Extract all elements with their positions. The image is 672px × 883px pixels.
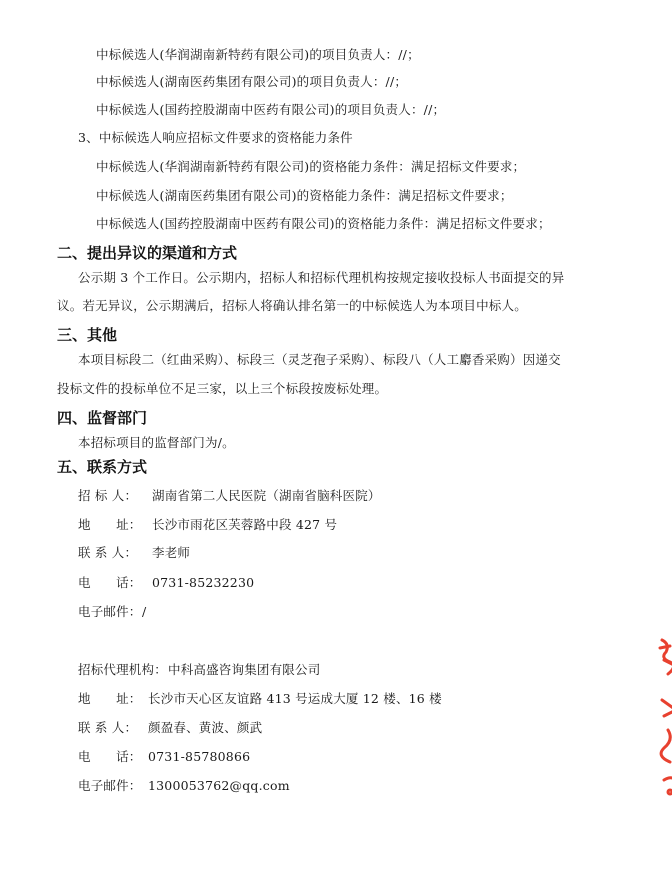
qualification-line-2: 中标候选人(湖南医药集团有限公司)的资格能力条件：满足招标文件要求； bbox=[96, 188, 513, 203]
agency-phone-label: 电 话： bbox=[78, 749, 142, 764]
other-line-2: 投标文件的投标单位不足三家，以上三个标段按废标处理。 bbox=[57, 381, 388, 396]
agency-contact-value: 颜盈春、黄波、颜武 bbox=[148, 720, 263, 735]
qualification-line-1: 中标候选人(华润湖南新特药有限公司)的资格能力条件：满足招标文件要求； bbox=[96, 159, 526, 174]
agency-address-label: 地 址： bbox=[78, 691, 142, 706]
tenderer-address-label: 地 址： bbox=[78, 517, 142, 532]
tenderer-phone-label: 电 话： bbox=[78, 575, 142, 590]
tenderer-email-label: 电子邮件： bbox=[78, 604, 142, 619]
agency-contact-label: 联 系 人： bbox=[78, 720, 138, 735]
tenderer-contact-value: 李老师 bbox=[152, 545, 191, 560]
leader-line-1: 中标候选人(华润湖南新特药有限公司)的项目负责人：//； bbox=[96, 47, 420, 62]
official-seal-stamp bbox=[648, 630, 672, 810]
objection-heading: 二、提出异议的渠道和方式 bbox=[57, 244, 238, 262]
agency-name-value: 中科高盛咨询集团有限公司 bbox=[168, 662, 321, 677]
leader-line-3: 中标候选人(国药控股湖南中医药有限公司)的项目负责人：//； bbox=[96, 102, 446, 117]
other-heading: 三、其他 bbox=[57, 326, 118, 344]
tenderer-phone-value: 0731-85232230 bbox=[152, 575, 255, 590]
supervision-text: 本招标项目的监督部门为/。 bbox=[78, 435, 235, 450]
contact-heading: 五、联系方式 bbox=[57, 458, 148, 476]
agency-name-label: 招标代理机构： bbox=[78, 662, 167, 677]
tenderer-email-value: / bbox=[142, 604, 147, 619]
tenderer-name-value: 湖南省第二人民医院（湖南省脑科医院） bbox=[152, 488, 381, 503]
tenderer-name-label: 招 标 人： bbox=[78, 488, 138, 503]
agency-email-value: 1300053762@qq.com bbox=[148, 778, 290, 793]
agency-address-value: 长沙市天心区友谊路 413 号运成大厦 12 楼、16 楼 bbox=[148, 691, 442, 706]
qualification-line-3: 中标候选人(国药控股湖南中医药有限公司)的资格能力条件：满足招标文件要求； bbox=[96, 216, 551, 231]
item3-title: 3、中标候选人响应招标文件要求的资格能力条件 bbox=[78, 130, 353, 145]
objection-line-2: 议。若无异议，公示期满后，招标人将确认排名第一的中标候选人为本项目中标人。 bbox=[57, 298, 527, 313]
agency-phone-value: 0731-85780866 bbox=[148, 749, 251, 764]
leader-line-2: 中标候选人(湖南医药集团有限公司)的项目负责人：//； bbox=[96, 74, 408, 89]
tenderer-contact-label: 联 系 人： bbox=[78, 545, 138, 560]
supervision-heading: 四、监督部门 bbox=[57, 409, 148, 427]
tenderer-address-value: 长沙市雨花区芙蓉路中段 427 号 bbox=[152, 517, 338, 532]
other-line-1: 本项目标段二（红曲采购）、标段三（灵芝孢子采购）、标段八（人工麝香采购）因递交 bbox=[78, 352, 561, 367]
objection-line-1: 公示期 3 个工作日。公示期内，招标人和招标代理机构按规定接收投标人书面提交的异 bbox=[78, 270, 565, 285]
agency-email-label: 电子邮件： bbox=[78, 778, 142, 793]
seal-fragment-icon bbox=[648, 630, 672, 810]
